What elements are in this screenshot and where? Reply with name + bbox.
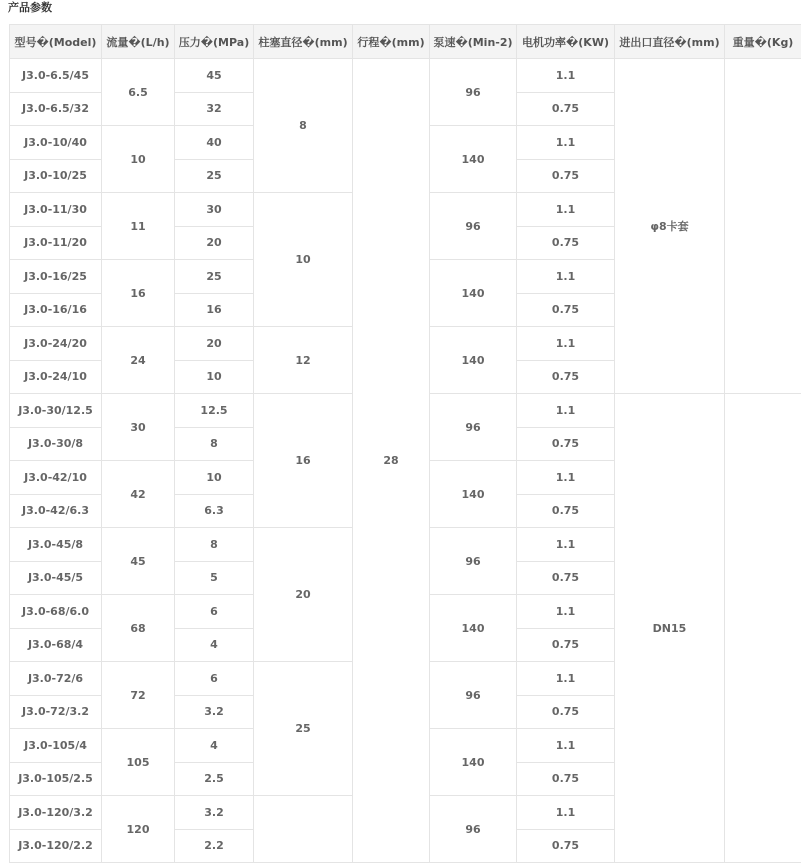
cell-flow-rate: 42 <box>102 461 175 528</box>
cell-weight <box>725 394 801 863</box>
cell-model: J3.0-30/12.5 <box>10 394 102 428</box>
cell-model: J3.0-6.5/32 <box>10 92 102 126</box>
cell-pump-speed: 140 <box>430 126 517 193</box>
cell-model: J3.0-105/2.5 <box>10 762 102 796</box>
cell-pressure: 32 <box>175 92 254 126</box>
cell-pump-speed: 140 <box>430 729 517 796</box>
cell-pressure: 5 <box>175 561 254 595</box>
cell-model: J3.0-68/6.0 <box>10 595 102 629</box>
cell-plunger-diameter: 25 <box>254 662 353 796</box>
cell-motor-power: 0.75 <box>517 360 615 394</box>
cell-pressure: 4 <box>175 729 254 763</box>
cell-motor-power: 1.1 <box>517 126 615 160</box>
column-header-pressure: 压力�(MPa) <box>175 25 254 59</box>
column-header-weight: 重量�(Kg) <box>725 25 801 59</box>
cell-flow-rate: 30 <box>102 394 175 461</box>
cell-pump-speed: 140 <box>430 260 517 327</box>
cell-pressure: 6 <box>175 662 254 696</box>
cell-motor-power: 0.75 <box>517 695 615 729</box>
cell-motor-power: 1.1 <box>517 528 615 562</box>
cell-model: J3.0-42/10 <box>10 461 102 495</box>
cell-pressure: 6.3 <box>175 494 254 528</box>
cell-pressure: 6 <box>175 595 254 629</box>
cell-motor-power: 1.1 <box>517 662 615 696</box>
section-title: 产品参数 <box>8 1 52 15</box>
cell-pressure: 20 <box>175 226 254 260</box>
cell-motor-power: 1.1 <box>517 729 615 763</box>
cell-plunger-diameter: 20 <box>254 528 353 662</box>
table-body <box>10 59 801 863</box>
cell-flow-rate: 45 <box>102 528 175 595</box>
cell-motor-power: 1.1 <box>517 260 615 294</box>
cell-flow-rate: 16 <box>102 260 175 327</box>
cell-pump-speed: 140 <box>430 595 517 662</box>
cell-port-diameter: DN15 <box>615 394 725 863</box>
cell-motor-power: 0.75 <box>517 628 615 662</box>
cell-plunger-diameter: 12 <box>254 327 353 394</box>
table-row <box>10 59 801 93</box>
cell-pressure: 8 <box>175 427 254 461</box>
cell-model: J3.0-120/3.2 <box>10 796 102 830</box>
cell-model: J3.0-16/16 <box>10 293 102 327</box>
cell-motor-power: 0.75 <box>517 829 615 863</box>
cell-pump-speed: 96 <box>430 193 517 260</box>
cell-pressure: 2.2 <box>175 829 254 863</box>
table-header-row <box>10 25 801 59</box>
cell-pressure: 30 <box>175 193 254 227</box>
cell-model: J3.0-24/20 <box>10 327 102 361</box>
cell-flow-rate: 68 <box>102 595 175 662</box>
cell-flow-rate: 6.5 <box>102 59 175 126</box>
cell-motor-power: 1.1 <box>517 796 615 830</box>
cell-motor-power: 1.1 <box>517 327 615 361</box>
cell-pressure: 4 <box>175 628 254 662</box>
cell-motor-power: 0.75 <box>517 226 615 260</box>
cell-model: J3.0-45/8 <box>10 528 102 562</box>
cell-plunger-diameter: 16 <box>254 394 353 528</box>
cell-pressure: 3.2 <box>175 796 254 830</box>
cell-weight <box>725 59 801 394</box>
cell-port-diameter: φ8卡套 <box>615 59 725 394</box>
cell-pressure: 3.2 <box>175 695 254 729</box>
cell-pressure: 10 <box>175 360 254 394</box>
cell-motor-power: 1.1 <box>517 193 615 227</box>
cell-motor-power: 0.75 <box>517 494 615 528</box>
cell-pressure: 10 <box>175 461 254 495</box>
cell-pressure: 12.5 <box>175 394 254 428</box>
cell-pump-speed: 140 <box>430 327 517 394</box>
cell-motor-power: 1.1 <box>517 394 615 428</box>
cell-motor-power: 0.75 <box>517 561 615 595</box>
cell-motor-power: 1.1 <box>517 59 615 93</box>
cell-model: J3.0-120/2.2 <box>10 829 102 863</box>
cell-pressure: 25 <box>175 159 254 193</box>
cell-pressure: 16 <box>175 293 254 327</box>
cell-pump-speed: 140 <box>430 461 517 528</box>
column-header-model: 型号�(Model) <box>10 25 102 59</box>
cell-model: J3.0-68/4 <box>10 628 102 662</box>
cell-flow-rate: 105 <box>102 729 175 796</box>
cell-pressure: 8 <box>175 528 254 562</box>
cell-flow-rate: 120 <box>102 796 175 863</box>
cell-model: J3.0-24/10 <box>10 360 102 394</box>
cell-pump-speed: 96 <box>430 59 517 126</box>
cell-pressure: 40 <box>175 126 254 160</box>
cell-model: J3.0-11/30 <box>10 193 102 227</box>
cell-motor-power: 0.75 <box>517 762 615 796</box>
cell-flow-rate: 10 <box>102 126 175 193</box>
column-header-pump-speed: 泵速�(Min-2) <box>430 25 517 59</box>
cell-model: J3.0-6.5/45 <box>10 59 102 93</box>
cell-pump-speed: 96 <box>430 394 517 461</box>
cell-pressure: 45 <box>175 59 254 93</box>
cell-pressure: 2.5 <box>175 762 254 796</box>
cell-model: J3.0-30/8 <box>10 427 102 461</box>
cell-model: J3.0-16/25 <box>10 260 102 294</box>
cell-model: J3.0-45/5 <box>10 561 102 595</box>
cell-pressure: 20 <box>175 327 254 361</box>
cell-flow-rate: 11 <box>102 193 175 260</box>
cell-plunger-diameter: 8 <box>254 59 353 193</box>
cell-pump-speed: 96 <box>430 796 517 863</box>
cell-plunger-diameter <box>254 796 353 863</box>
product-parameters-table <box>9 24 801 863</box>
column-header-flow-rate: 流量�(L/h) <box>102 25 175 59</box>
cell-motor-power: 0.75 <box>517 159 615 193</box>
cell-model: J3.0-105/4 <box>10 729 102 763</box>
cell-motor-power: 1.1 <box>517 595 615 629</box>
cell-flow-rate: 24 <box>102 327 175 394</box>
column-header-plunger-diameter: 柱塞直径�(mm) <box>254 25 353 59</box>
cell-pressure: 25 <box>175 260 254 294</box>
cell-motor-power: 0.75 <box>517 92 615 126</box>
cell-pump-speed: 96 <box>430 528 517 595</box>
cell-model: J3.0-11/20 <box>10 226 102 260</box>
cell-model: J3.0-72/6 <box>10 662 102 696</box>
column-header-stroke: 行程�(mm) <box>353 25 430 59</box>
cell-stroke: 28 <box>353 59 430 863</box>
column-header-motor-power: 电机功率�(KW) <box>517 25 615 59</box>
cell-model: J3.0-10/25 <box>10 159 102 193</box>
cell-model: J3.0-42/6.3 <box>10 494 102 528</box>
cell-plunger-diameter: 10 <box>254 193 353 327</box>
cell-motor-power: 1.1 <box>517 461 615 495</box>
cell-model: J3.0-72/3.2 <box>10 695 102 729</box>
cell-pump-speed: 96 <box>430 662 517 729</box>
cell-motor-power: 0.75 <box>517 427 615 461</box>
column-header-port-diameter: 进出口直径�(mm) <box>615 25 725 59</box>
cell-model: J3.0-10/40 <box>10 126 102 160</box>
cell-flow-rate: 72 <box>102 662 175 729</box>
cell-motor-power: 0.75 <box>517 293 615 327</box>
